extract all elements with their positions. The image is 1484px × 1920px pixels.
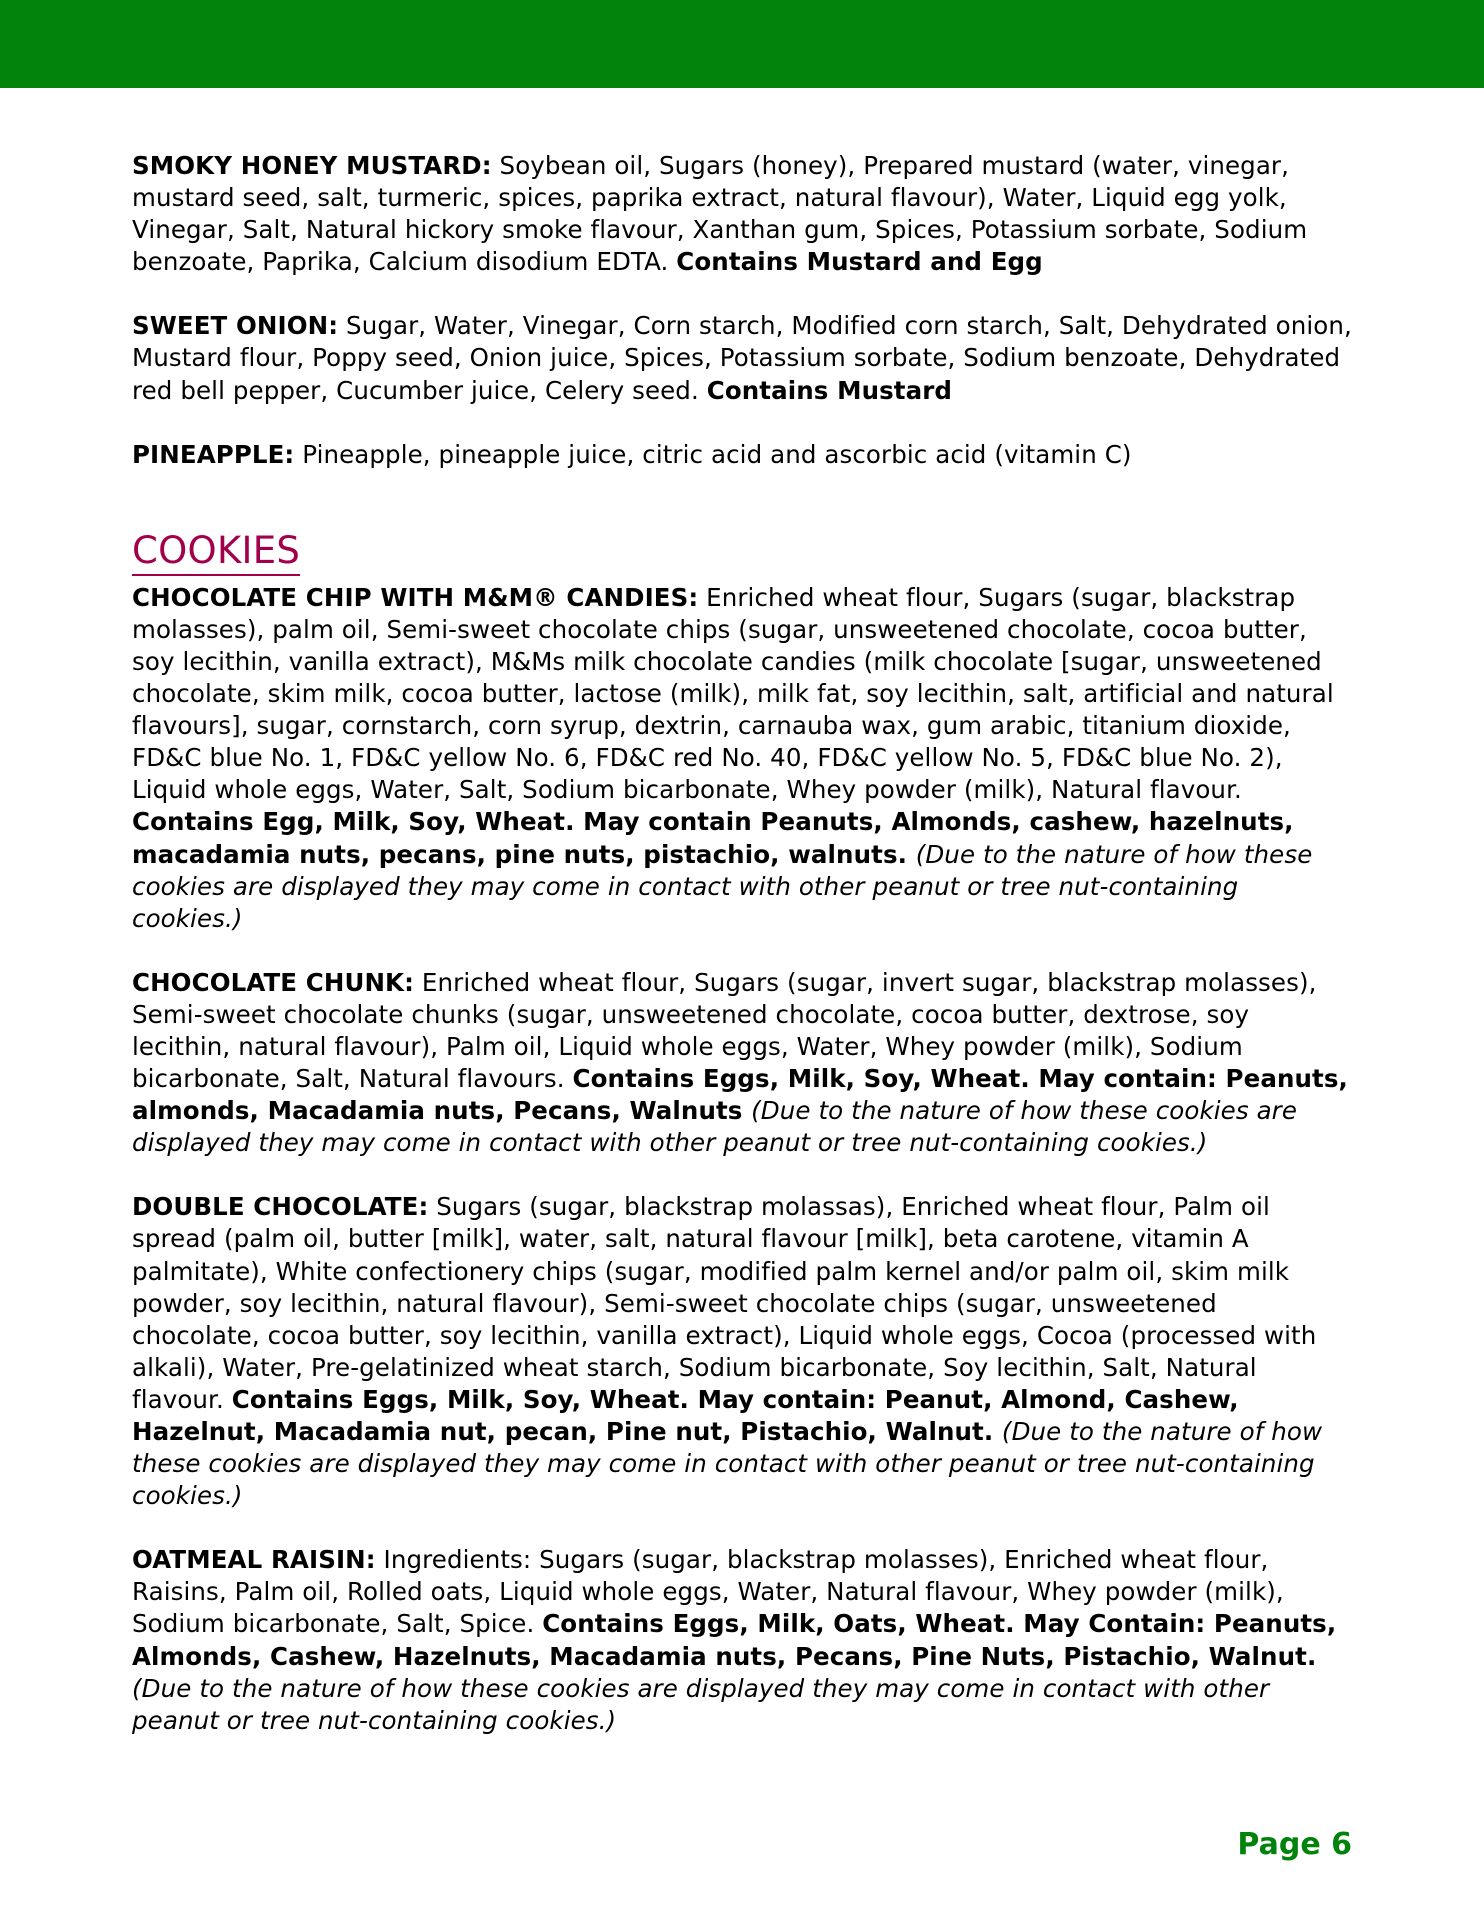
cookie-entry <box>132 1544 1352 1737</box>
item-name: PINEAPPLE: <box>132 439 295 469</box>
item-name: DOUBLE CHOCOLATE: <box>132 1192 429 1222</box>
page-number: Page 6 <box>1237 1827 1352 1862</box>
section-heading-text: COOKIES <box>132 529 300 576</box>
item-ingredients: Enriched wheat flour, Sugars (sugar, invert sugar, blackstrap molasses), Semi-sweet chocolate chunks (sugar, unsweetened chocolate, cocoa butter, dextrose, soy lecithin, natural flavour), Palm oil, Liquid whole eggs, Water, Whey powder (milk), Sodium bicarbonate, Salt, Natural flavours. <box>132 967 1317 1094</box>
item-contains: Contains Egg, Milk, Soy, Wheat. May contain Peanuts, Almonds, cashew, hazelnuts, macadamia nuts, pecans, pine nuts, pistachio, walnuts. <box>132 807 1294 869</box>
item-ingredients: Soybean oil, Sugars (honey), Prepared mustard (water, vinegar, mustard seed, salt, turmeric, spices, paprika extract, natural flavour), Water, Liquid egg yolk, Vinegar, Salt, Natural hickory smoke flavour, Xanthan gum, Spices, Potassium sorbate, Sodium benzoate, Paprika, Calcium disodium EDTA. <box>132 151 1308 277</box>
item-name: SWEET ONION: <box>132 311 339 341</box>
item-note: (Due to the nature of how these cookies are displayed they may come in contact with other peanut or tree nut-containing cookies.) <box>132 1417 1323 1511</box>
item-name: OATMEAL RAISIN: <box>132 1545 376 1575</box>
item-contains: Contains Mustard <box>706 375 953 405</box>
cookie-entry <box>132 967 1352 1160</box>
cookie-entry <box>132 582 1352 935</box>
item-ingredients: Pineapple, pineapple juice, citric acid and ascorbic acid (vitamin C) <box>294 439 1132 469</box>
header-band <box>0 0 1484 88</box>
item-name: CHOCOLATE CHUNK: <box>132 967 415 997</box>
item-note: (Due to the nature of how these cookies are displayed they may come in contact with other peanut or tree nut-containing cookies.) <box>132 839 1313 933</box>
item-note: (Due to the nature of how these cookies are displayed they may come in contact with other peanut or tree nut-containing cookies.) <box>132 1673 1270 1735</box>
item-ingredients: Enriched wheat flour, Sugars (sugar, blackstrap molasses), palm oil, Semi-sweet chocolate chips (sugar, unsweetened chocolate, cocoa butter, soy lecithin, vanilla extract), M&Ms milk chocolate candies (milk chocolate [sugar, unsweetened chocolate, skim milk, cocoa butter, lactose (milk), milk fat, soy lecithin, salt, artificial and natural flavours], sugar, cornstarch, corn syrup, dextrin, carnauba wax, gum arabic, titanium dioxide, FD&C blue No. 1, FD&C yellow No. 6, FD&C red No. 40, FD&C yellow No. 5, FD&C blue No. 2), Liquid whole eggs, Water, Salt, Sodium bicarbonate, Whey powder (milk), Natural flavour. <box>132 582 1334 805</box>
ingredient-entry <box>132 150 1352 278</box>
item-ingredients: Sugars (sugar, blackstrap molassas), Enriched wheat flour, Palm oil spread (palm oil, butter [milk], water, salt, natural flavour [milk], beta carotene, vitamin A palmitate), White confectionery chips (sugar, modified palm kernel and/or palm oil, skim milk powder, soy lecithin, natural flavour), Semi-sweet chocolate chips (sugar, unsweetened chocolate, cocoa butter, soy lecithin, vanilla extract), Liquid whole eggs, Cocoa (processed with alkali), Water, Pre-gelatinized wheat starch, Sodium bicarbonate, Soy lecithin, Salt, Natural flavour. <box>132 1192 1317 1414</box>
page-content <box>0 88 1484 1737</box>
item-ingredients: Sugar, Water, Vinegar, Corn starch, Modified corn starch, Salt, Dehydrated onion, Mustard flour, Poppy seed, Onion juice, Spices, Potassium sorbate, Sodium benzoate, Dehydrated red bell pepper, Cucumber juice, Celery seed. <box>132 311 1352 405</box>
item-note: (Due to the nature of how these cookies are displayed they may come in contact with other peanut or tree nut-containing cookies.) <box>132 1096 1298 1158</box>
item-contains: Contains Mustard and Egg <box>676 247 1043 277</box>
item-contains: Contains Eggs, Milk, Oats, Wheat. May Contain: Peanuts, Almonds, Cashew, Hazelnuts, Macadamia nuts, Pecans, Pine Nuts, Pistachio, Walnut. <box>132 1609 1337 1671</box>
item-name: SMOKY HONEY MUSTARD: <box>132 151 492 180</box>
item-name: CHOCOLATE CHIP WITH M&M® CANDIES: <box>132 582 699 612</box>
item-contains: Contains Eggs, Milk, Soy, Wheat. May contain: Peanuts, almonds, Macadamia nuts, Pecans, Walnuts <box>132 1064 1348 1126</box>
ingredient-entry <box>132 310 1352 406</box>
ingredient-entry <box>132 439 1352 471</box>
cookie-entry <box>132 1191 1352 1512</box>
item-contains: Contains Eggs, Milk, Soy, Wheat. May contain: Peanut, Almond, Cashew, Hazelnut, Macadamia nut, pecan, Pine nut, Pistachio, Walnut. <box>132 1384 1239 1446</box>
section-heading-cookies <box>132 529 1352 576</box>
item-ingredients: Ingredients: Sugars (sugar, blackstrap molasses), Enriched wheat flour, Raisins, Palm oil, Rolled oats, Liquid whole eggs, Water, Natural flavour, Whey powder (milk), Sodium bicarbonate, Salt, Spice. <box>132 1545 1284 1639</box>
